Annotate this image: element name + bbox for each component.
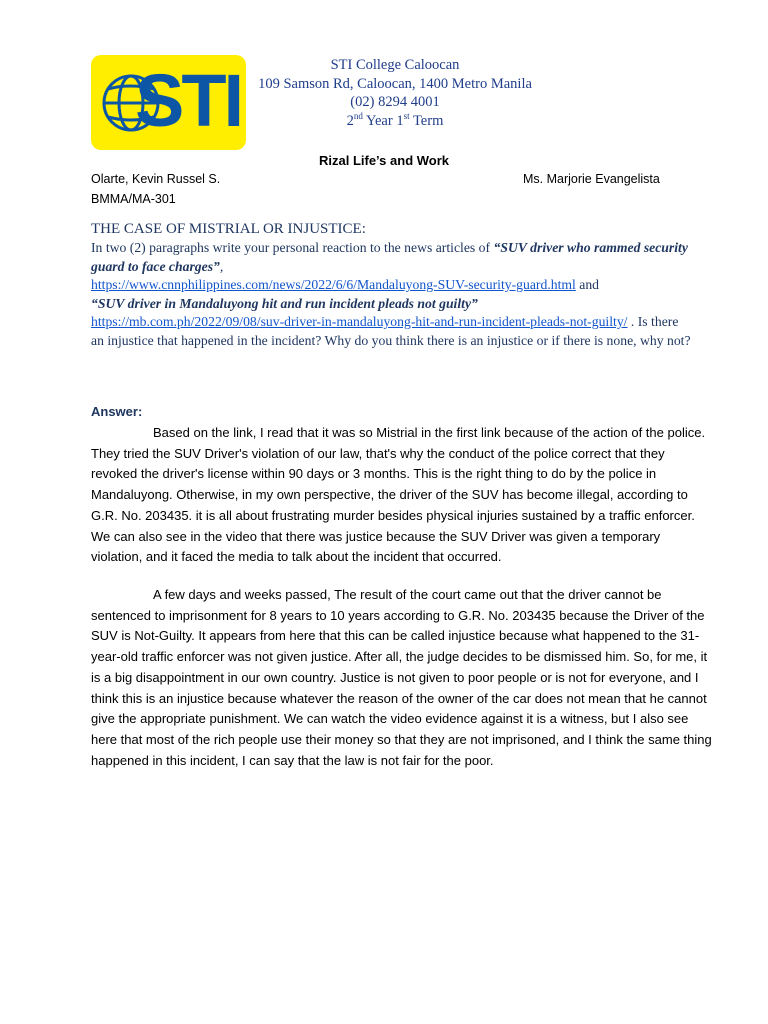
article-title-2: “SUV driver in Mandaluyong hit and run incident pleads not guilty” (91, 295, 478, 311)
answer-label: Answer: (91, 404, 143, 419)
student-section: BMMA/MA-301 (91, 192, 176, 206)
school-name: STI College Caloocan (330, 57, 460, 73)
article-link-2[interactable]: https://mb.com.ph/2022/09/08/suv-driver-in-mandaluyong-hit-and-run-incident-pleads-not-guilty/ (91, 314, 628, 329)
prompt-title: THE CASE OF MISTRIAL OR INJUSTICE: (91, 221, 366, 237)
student-info (91, 169, 220, 209)
article-link-1[interactable]: https://www.cnnphilippines.com/news/2022/6/6/Mandaluyong-SUV-security-guard.html (91, 277, 576, 292)
school-address: 109 Samson Rd, Caloocan, 1400 Metro Manila (258, 75, 532, 92)
sti-logo (91, 55, 246, 150)
school-phone: (02) 8294 4001 (350, 94, 440, 110)
answer-paragraph-1: Based on the link, I read that it was so Mistrial in the first link because of the action of the police. They tried the SUV Driver's violation of our law, that's why the conduct of the police correct that they revoked the driver's license within 90 days or 3 months. This is the right thing to do by the police in Mandaluyong. Otherwise, in my own perspective, the driver of the SUV has become illegal, according to G.R. No. 203435. it is all about frustrating murder besides physical injuries sustained by a traffic enforcer. We can also see in the video that there was justice because the SUV Driver was given a temporary violation, and it faced the media to talk about the incident that occurred. (91, 425, 706, 565)
prompt-text: In two (2) paragraphs write your personal reaction to the news articles of “SUV driver who rammed security guard to face charges”, https://www.cnnphilippines.com/news/2022/6/6/Mandaluyong-SUV-security-guard.html and “SUV driver in Mandaluyong hit and run incident pleads not guilty” https://mb.com.ph/2022/09/08/suv-driver-in-mandaluyong-hit-and-run-incident-pleads-not-guilty/ . Is there an injustice that happened in the incident? Why do you think there is an injustice or if there is none, why not? (91, 240, 691, 348)
logo-text: STI (135, 59, 242, 142)
term: 2nd Year 1st Term (346, 110, 444, 129)
course-title: Rizal Life’s and Work (318, 153, 450, 168)
teacher-name: Ms. Marjorie Evangelista (523, 172, 660, 186)
answer-paragraph-2: A few days and weeks passed, The result of the court came out that the driver cannot be sentenced to imprisonment for 8 years to 10 years according to G.R. No. 203435 because the Driver of the SUV is Not-Guilty. It appears from here that this can be called injustice because what happened to the 31-year-old traffic enforcer was not given justice. After all, the judge decides to be dismissed him. So, for me, it is a big disappointment in our own country. Justice is not given to poor people or is not for everyone, and I think this is an injustice because whatever the reason of the owner of the car does not mean that he cannot give the appropriate punishment. We can watch the video evidence against it is a witness, but I also see here that most of the rich people use their money so that they are not imprisoned, and I think the same thing happened in this incident, I can say that the law is not fair for the poor. (91, 587, 712, 768)
student-name: Olarte, Kevin Russel S. (91, 172, 221, 186)
school-header (250, 56, 540, 130)
article-title-1: “SUV driver who rammed security guard to face charges” (91, 240, 688, 274)
